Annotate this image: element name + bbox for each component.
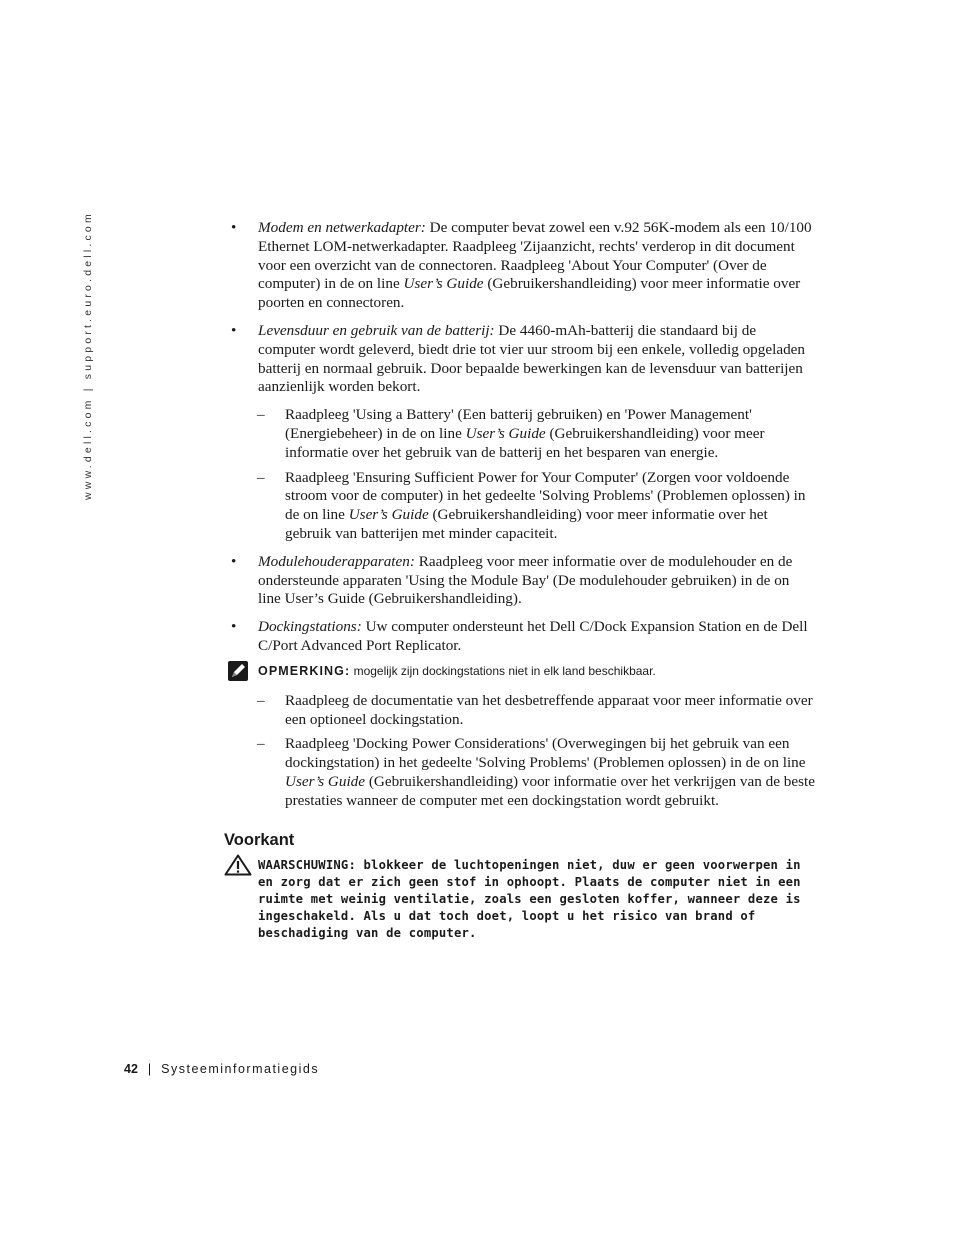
sub-item-docking-1 — [230, 692, 815, 730]
sub-text-b: (Gebruikershandleiding) voor informatie over het verkrijgen van de beste prestaties wanneer de computer met een dockingstation wordt gebruikt. — [285, 772, 815, 809]
dash-mark: – — [257, 691, 265, 709]
footer-separator: | — [147, 1062, 152, 1076]
page-number: 42 — [124, 1062, 138, 1076]
sub-item-battery-2 — [230, 469, 815, 544]
term-module: Modulehouderapparaten: — [258, 552, 415, 570]
bullet-mark: • — [231, 552, 237, 570]
sidebar-url: www.dell.com | support.euro.dell.com — [82, 211, 94, 500]
sub-text-b: (Gebruikershandleiding) voor meer informatie over het gebruik van de batterij en het besparen van energie. — [285, 424, 765, 461]
list-item-modem — [230, 219, 815, 313]
section-heading: Voorkant — [224, 830, 295, 849]
module-text: Raadpleeg voor meer informatie over de modulehouder en de ondersteunde apparaten 'Using the Module Bay' (De modulehouder gebruiken) in de on line User’s Guide (Gebruikershandleiding). — [258, 552, 793, 608]
modem-text-a: De computer bevat zowel een v.92 56K-modem als een 10/100 Ethernet LOM-netwerkadapter. Raadpleeg 'Zijaanzicht, rechts' verderop in dit document voor een overzicht van de connectoren. Raadpleeg 'About Your Computer' (Over de computer) in de on line — [258, 219, 812, 293]
sub-text-a: Raadpleeg 'Docking Power Considerations' (Overwegingen bij het gebruik van een dockingstation) in het gedeelte 'Solving Problems' (Problemen oplossen) in de on line — [285, 735, 806, 772]
note-text: mogelijk zijn dockingstations niet in elk land beschikbaar. — [350, 663, 656, 678]
bullet-mark: • — [231, 321, 237, 339]
sub-text: Raadpleeg de documentatie van het desbetreffende apparaat voor meer informatie over een optioneel dockingstation. — [285, 691, 813, 728]
sub-text-a: Raadpleeg 'Using a Battery' (Een batterij gebruiken) en 'Power Management' (Energiebeheer) in de on line — [285, 406, 752, 442]
guide-ref: User’s Guide — [348, 506, 429, 524]
dash-mark: – — [257, 406, 265, 424]
term-modem: Modem en netwerkadapter: — [258, 219, 426, 236]
list-item-battery — [230, 322, 815, 397]
note-label: OPMERKING: — [258, 663, 351, 678]
guide-ref: User’s Guide — [285, 772, 366, 790]
list-item-docking — [230, 618, 815, 656]
modem-text-b: (Gebruikershandleiding) voor meer informatie over poorten en connectoren. — [258, 275, 801, 312]
docking-text: Uw computer ondersteunt het Dell C/Dock Expansion Station en de Dell C/Port Advanced Port Replicator. — [258, 618, 808, 654]
warning-text: WAARSCHUWING: blokkeer de luchtopeningen niet, duw er geen voorwerpen in en zorg dat er zich geen stof in ophoopt. Plaats de computer niet in een ruimte met weinig ventilatie, zoals een gesloten koffer, wanneer deze is ingeschakeld. Als u dat toch doet, loopt u het risico van brand of beschadiging van de computer. — [258, 858, 801, 941]
page-footer — [124, 1062, 319, 1076]
guide-ref: User’s Guide — [403, 275, 484, 293]
term-docking: Dockingstations: — [258, 618, 362, 636]
note-box — [230, 662, 815, 682]
sub-text-a: Raadpleeg 'Ensuring Sufficient Power for Your Computer' (Zorgen voor voldoende stroom voor de computer) in het gedeelte 'Solving Problems' (Problemen oplossen) in de on line — [285, 468, 806, 524]
list-item-module — [230, 553, 815, 609]
main-content — [224, 219, 815, 942]
warning-box — [230, 857, 815, 942]
bullet-mark: • — [231, 618, 237, 636]
doc-title: Systeeminformatiegids — [161, 1062, 320, 1076]
sub-text-b: (Gebruikershandleiding) voor meer informatie over het gebruik van batterijen met minder capaciteit. — [285, 506, 768, 542]
dash-mark: – — [257, 468, 265, 486]
warning-triangle-icon — [224, 854, 252, 876]
guide-ref: User’s Guide — [465, 424, 546, 442]
dash-mark: – — [257, 735, 265, 753]
sub-item-battery-1 — [230, 406, 815, 462]
battery-text: De 4460-mAh-batterij die standaard bij de computer wordt geleverd, biedt drie tot vier uur stroom bij een enkele, volledig opgeladen batterij en normaal gebruik. Door bepaalde bewerkingen kan de levensduur van batterijen aanzienlijk worden bekort. — [258, 321, 806, 396]
bullet-mark: • — [231, 219, 237, 236]
term-battery: Levensduur en gebruik van de batterij: — [258, 321, 495, 339]
note-pencil-icon — [228, 661, 248, 681]
sub-item-docking-2 — [230, 735, 815, 810]
